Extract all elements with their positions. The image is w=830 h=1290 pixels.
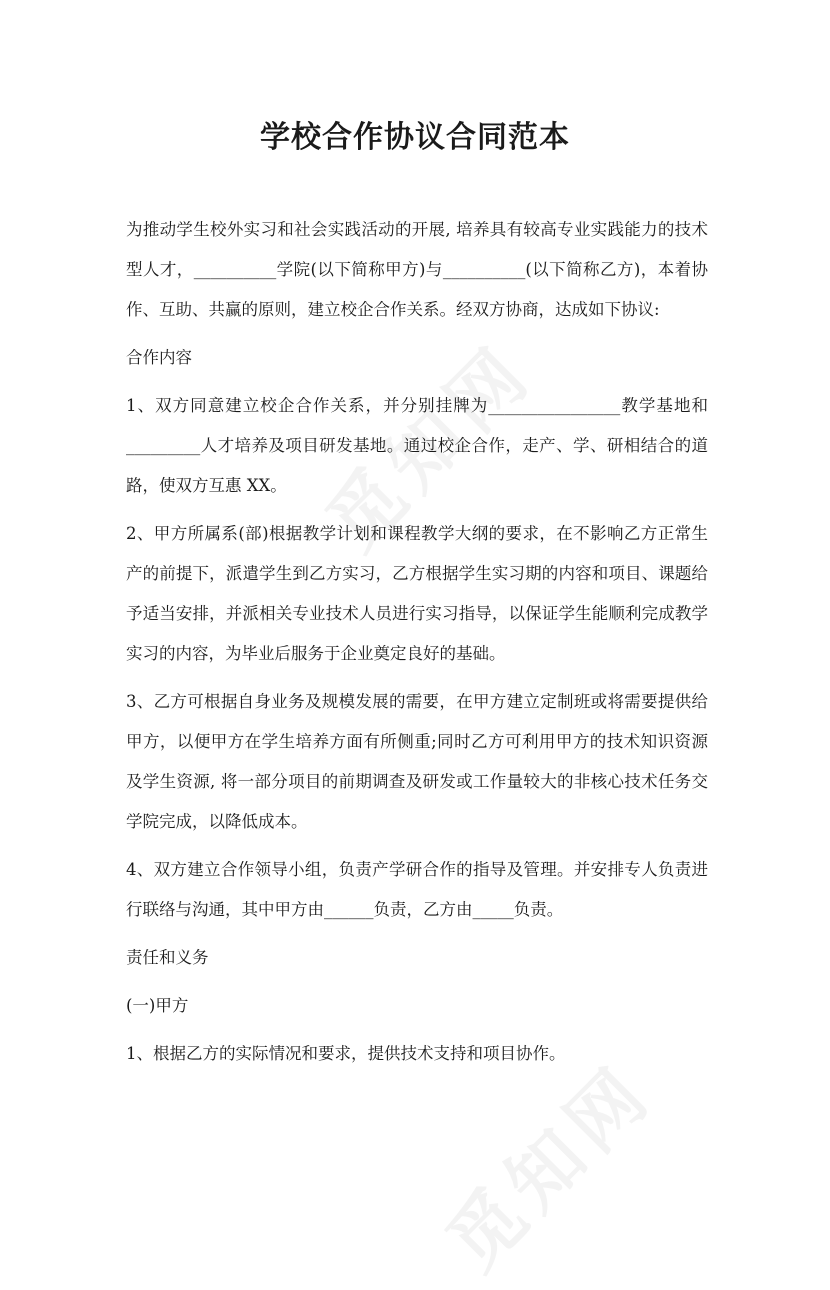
clause-paragraph: 4、双方建立合作领导小组，负责产学研合作的指导及管理。并安排专人负责进行联络与沟通，其中甲方由______负责，乙方由_____负责。 — [126, 860, 708, 919]
clause-paragraph: 3、乙方可根据自身业务及规模发展的需要，在甲方建立定制班或将需要提供给甲方，以便甲方在学生培养方面有所侧重;同时乙方可利用甲方的技术知识资源及学生资源, 将一部分项目的前期调查及研发或工作量较大的非核心技术任务交学院完成，以降低成本。 — [126, 692, 708, 831]
document-body — [126, 210, 708, 1082]
document-title: 学校合作协议合同范本 — [260, 120, 570, 155]
section-heading: 责任和义务 — [126, 948, 209, 967]
clause-paragraph: 1、根据乙方的实际情况和要求，提供技术支持和项目协作。 — [126, 1044, 566, 1063]
clause-paragraph: 1、双方同意建立校企合作关系，并分别挂牌为________________教学基地和_________人才培养及项目研发基地。通过校企合作，走产、学、研相结合的道路，使双方互惠 XX。 — [126, 396, 708, 495]
subsection-heading: (一)甲方 — [126, 996, 189, 1015]
section-heading: 合作内容 — [126, 348, 192, 367]
intro-paragraph: 为推动学生校外实习和社会实践活动的开展, 培养具有较高专业实践能力的技术型人才，__________学院(以下简称甲方)与__________(以下简称乙方)，本着协作、互助、共赢的原则，建立校企合作关系。经双方协商，达成如下协议: — [126, 220, 708, 319]
clause-paragraph: 2、甲方所属系(部)根据教学计划和课程教学大纲的要求，在不影响乙方正常生产的前提下，派遣学生到乙方实习，乙方根据学生实习期的内容和项目、课题给予适当安排，并派相关专业技术人员进行实习指导，以保证学生能顺利完成教学实习的内容，为毕业后服务于企业奠定良好的基础。 — [126, 524, 708, 663]
